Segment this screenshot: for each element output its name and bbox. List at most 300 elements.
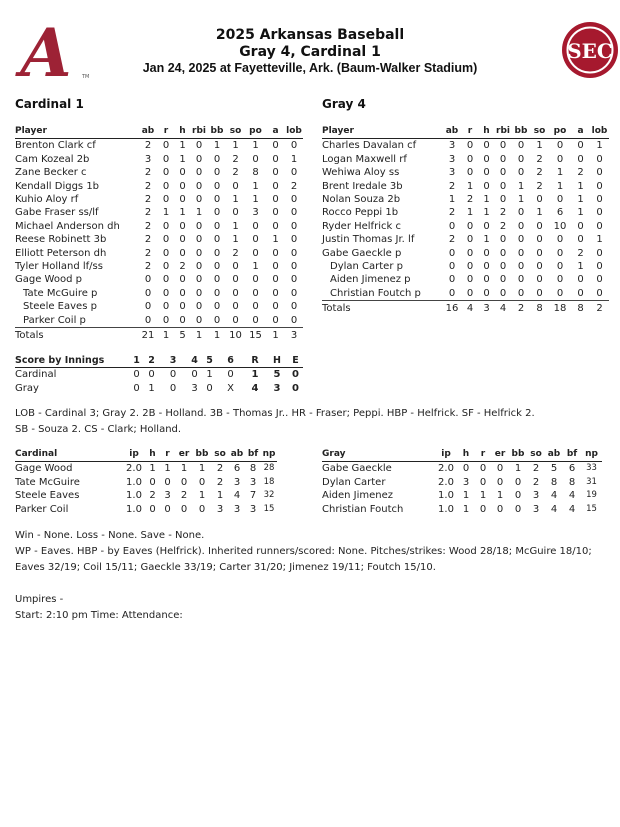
- batter-name: Gabe Gaeckle p: [322, 247, 402, 259]
- batter-so: 0: [530, 287, 549, 301]
- col-header-np: np: [581, 448, 602, 462]
- batter-bb: 0: [213, 153, 221, 165]
- batter-a: 0: [266, 314, 285, 328]
- pitcher-bb: 1: [198, 490, 206, 502]
- batter-a: 0: [272, 301, 279, 313]
- batter-bb: 0: [213, 207, 221, 219]
- batter-h: 0: [179, 234, 186, 246]
- pitcher-bb: 0: [198, 476, 206, 488]
- col-header-bb: bb: [193, 448, 211, 462]
- pitcher-er: 1: [180, 463, 188, 475]
- batter-ab: 1: [448, 194, 456, 206]
- pitcher-r: 0: [164, 503, 171, 515]
- batter-h: 0: [483, 167, 490, 179]
- batter-bb: 0: [213, 220, 221, 232]
- pitcher-so: 2: [216, 463, 224, 475]
- batter-ab: 0: [144, 301, 152, 313]
- batter-r: 0: [162, 153, 170, 165]
- batter-so: 0: [232, 301, 239, 313]
- runs-total: 1: [251, 369, 259, 381]
- batter-ab: 0: [139, 314, 157, 328]
- batter-rbi: 0: [195, 301, 203, 313]
- batter-ab: 0: [448, 220, 456, 232]
- pitcher-np: 15: [586, 503, 597, 514]
- pitcher-bf: 4: [568, 490, 576, 502]
- batter-r: 0: [162, 234, 170, 246]
- pitcher-ab: 8: [550, 476, 558, 488]
- totals-lob: 3: [290, 330, 298, 342]
- batter-bb: 0: [517, 261, 525, 273]
- col-header-ip: ip: [435, 448, 457, 462]
- pitcher-ip: 2.0: [126, 463, 142, 475]
- batter-rbi: 2: [499, 207, 507, 219]
- batter-lob: 0: [290, 234, 298, 246]
- inning-score: 0: [133, 382, 140, 394]
- pitcher-name: Steele Eaves: [15, 490, 80, 502]
- pitcher-ab: 3: [233, 503, 241, 515]
- batter-lob: 0: [596, 153, 603, 165]
- col-header-so: so: [527, 448, 545, 462]
- totals-r: 4: [466, 303, 474, 315]
- batter-bb: 0: [517, 207, 525, 219]
- pitcher-ab: 3: [233, 476, 241, 488]
- batter-row: [322, 153, 609, 166]
- lob-extra-base-line: LOB - Cardinal 3; Gray 2. 2B - Holland. 3B - Thomas Jr.. HR - Fraser; Peppi. HBP - Helfrick. SF - Helfrick 2.: [15, 408, 535, 419]
- batter-so: 1: [536, 207, 543, 219]
- inning-1-header: 1: [129, 354, 144, 368]
- batter-row: [322, 166, 609, 179]
- batter-a: 0: [571, 287, 590, 301]
- batter-ab: 3: [448, 140, 456, 152]
- batter-so: 2: [536, 153, 543, 165]
- batter-a: 2: [577, 247, 584, 259]
- batter-bb: 0: [213, 301, 221, 313]
- batter-bb: 0: [213, 247, 221, 259]
- inning-score: 0: [206, 382, 213, 394]
- batter-row: [322, 273, 609, 286]
- batter-ab: 2: [144, 261, 152, 273]
- col-header-rbi: rbi: [190, 125, 208, 139]
- totals-h: 3: [483, 303, 490, 315]
- batter-rbi: 0: [499, 274, 507, 286]
- batter-so: 2: [232, 167, 239, 179]
- batter-lob: 0: [596, 247, 603, 259]
- col-header-bb: bb: [509, 448, 527, 462]
- batter-bb: 0: [517, 220, 525, 232]
- batter-lob: 0: [290, 261, 298, 273]
- batter-lob: 0: [290, 274, 298, 286]
- totals-po: 18: [553, 303, 567, 315]
- batter-h: 0: [483, 180, 490, 192]
- batter-po: 0: [252, 220, 259, 232]
- batter-bb: 0: [517, 167, 525, 179]
- pitcher-row: [322, 503, 602, 516]
- linescore-row: [15, 368, 303, 382]
- batter-r: 1: [162, 207, 170, 219]
- pitcher-bf: 8: [568, 476, 576, 488]
- batter-lob: 1: [596, 140, 603, 152]
- report-title: 2025 Arkansas Baseball: [215, 27, 405, 43]
- totals-a: 1: [272, 330, 279, 342]
- batter-bb: 1: [517, 180, 525, 192]
- batter-h: 0: [179, 220, 186, 232]
- batter-rbi: 0: [499, 140, 507, 152]
- batter-a: 1: [272, 234, 279, 246]
- batter-row: [322, 233, 609, 246]
- cardinal-batting-header: [15, 125, 303, 139]
- totals-so: 8: [536, 303, 543, 315]
- linescore-row: [15, 382, 303, 395]
- pitcher-ab: 5: [550, 463, 558, 475]
- batter-so: 0: [536, 234, 543, 246]
- batter-r: 0: [162, 194, 170, 206]
- batter-rbi: 0: [499, 180, 507, 192]
- batter-row: [322, 287, 609, 301]
- batter-name: Cam Kozeal 2b: [15, 153, 90, 165]
- pitcher-ip: 1.0: [126, 490, 142, 502]
- batter-lob: 0: [285, 314, 303, 328]
- batter-po: 1: [556, 180, 564, 192]
- col-header-ip: ip: [123, 448, 145, 462]
- gray-pitching-header: [322, 448, 602, 462]
- batter-a: 0: [272, 194, 279, 206]
- pitcher-bb: 0: [514, 476, 522, 488]
- batter-row: [322, 193, 609, 206]
- batter-so: 0: [226, 314, 245, 328]
- away-team-heading: Cardinal 1: [15, 97, 84, 111]
- batter-so: 0: [536, 247, 543, 259]
- batter-name: Tate McGuire p: [23, 287, 98, 299]
- batter-rbi: 0: [195, 180, 203, 192]
- sec-logo-text: SEC: [567, 39, 613, 63]
- col-header-po: po: [245, 125, 266, 139]
- batter-h: 1: [483, 194, 490, 206]
- batter-lob: 0: [290, 220, 298, 232]
- batter-po: 0: [556, 261, 564, 273]
- batter-ab: 0: [144, 287, 152, 299]
- pitcher-so: 3: [532, 503, 540, 515]
- batter-ab: 2: [144, 207, 152, 219]
- batter-bb: 0: [517, 153, 525, 165]
- batter-lob: 0: [290, 207, 298, 219]
- batter-row: [15, 300, 303, 313]
- pitcher-np: 18: [263, 476, 275, 487]
- batter-h: 0: [483, 274, 490, 286]
- batter-ab: 2: [448, 207, 456, 219]
- inning-2-header: 2: [144, 354, 159, 368]
- batter-name: Logan Maxwell rf: [322, 153, 407, 165]
- batter-a: 0: [272, 167, 279, 179]
- batter-h: 1: [483, 207, 490, 219]
- batter-a: 0: [272, 220, 279, 232]
- batter-name: Ryder Helfrick c: [322, 220, 401, 232]
- batter-name: Rocco Peppi 1b: [322, 207, 399, 219]
- batter-rbi: 1: [195, 207, 203, 219]
- batter-r: 1: [466, 207, 474, 219]
- batter-po: 0: [252, 274, 259, 286]
- cardinal-batting-table: [15, 125, 303, 343]
- errors-header: E: [288, 354, 303, 368]
- batter-h: 0: [483, 153, 490, 165]
- batter-rbi: 0: [195, 247, 203, 259]
- batter-so: 0: [536, 274, 543, 286]
- pitcher-row: [15, 476, 277, 489]
- batter-bb: 0: [517, 274, 525, 286]
- batter-bb: 0: [517, 234, 525, 246]
- linescore-header: [15, 354, 303, 368]
- batter-bb: 0: [517, 247, 525, 259]
- batter-rbi: 0: [499, 261, 507, 273]
- batter-so: 0: [232, 287, 239, 299]
- inning-6-header: 6: [217, 354, 244, 368]
- batter-a: 0: [577, 220, 584, 232]
- batter-ab: 0: [448, 247, 456, 259]
- batter-po: 0: [245, 314, 266, 328]
- pitcher-r: 0: [479, 503, 487, 515]
- batter-name: Brent Iredale 3b: [322, 180, 403, 192]
- pitcher-h: 2: [149, 490, 156, 502]
- col-header-bf: bf: [563, 448, 581, 462]
- batter-row: [15, 180, 303, 193]
- pitcher-ab: 4: [550, 503, 558, 515]
- totals-h: 5: [179, 330, 186, 342]
- col-header-ab: ab: [545, 448, 563, 462]
- pitcher-h: 0: [462, 463, 470, 475]
- batter-po: 0: [252, 287, 259, 299]
- col-header-h: h: [175, 125, 190, 139]
- score-by-innings-table: [15, 354, 303, 395]
- batter-lob: 0: [290, 194, 298, 206]
- pitcher-np: 15: [263, 503, 275, 514]
- batter-row: [15, 220, 303, 233]
- batter-h: 0: [179, 194, 186, 206]
- batter-rbi: 0: [190, 314, 208, 328]
- col-header-lob: lob: [285, 125, 303, 139]
- batter-row: [322, 220, 609, 233]
- batter-row: [15, 287, 303, 300]
- batter-row: [15, 139, 303, 153]
- batter-rbi: 0: [195, 140, 203, 152]
- batter-ab: 2: [448, 180, 456, 192]
- batter-lob: 0: [596, 220, 603, 232]
- batter-ab: 2: [144, 220, 152, 232]
- inning-score: 0: [227, 369, 234, 381]
- pitcher-bb: 0: [514, 503, 522, 515]
- pitcher-np: 32: [263, 490, 275, 501]
- batter-rbi: 0: [494, 287, 512, 301]
- start-time-line: Start: 2:10 pm Time: Attendance:: [15, 610, 183, 621]
- batter-row: [15, 193, 303, 206]
- batter-name: Charles Davalan cf: [322, 140, 417, 152]
- batter-h: 0: [483, 247, 490, 259]
- batter-po: 10: [553, 220, 567, 232]
- col-header-ab: ab: [139, 125, 157, 139]
- batter-lob: 2: [290, 180, 298, 192]
- pitcher-name: Parker Coil: [15, 503, 69, 515]
- col-header-r: r: [157, 125, 175, 139]
- batter-so: 0: [536, 194, 543, 206]
- batter-ab: 2: [144, 194, 152, 206]
- batter-rbi: 0: [195, 261, 203, 273]
- pitcher-ip: 1.0: [438, 503, 454, 515]
- batter-name: Elliott Peterson dh: [15, 247, 107, 259]
- batter-name: Justin Thomas Jr. lf: [322, 234, 415, 246]
- batter-row: [15, 166, 303, 179]
- batter-rbi: 0: [195, 234, 203, 246]
- batter-row: [322, 206, 609, 219]
- linescore-label: Score by Innings: [15, 354, 129, 368]
- cardinal-pitching-table: [15, 448, 277, 516]
- wild-pitch-line-2: Eaves 32/19; Coil 15/11; Gaeckle 33/19; Carter 31/20; Jimenez 19/11; Foutch 15/10.: [15, 562, 436, 573]
- batter-po: 6: [556, 207, 564, 219]
- col-header-bb: bb: [512, 125, 530, 139]
- totals-label: Totals: [15, 330, 44, 342]
- pitcher-np: 31: [586, 476, 597, 487]
- batter-row: [15, 260, 303, 273]
- pitcher-name: Dylan Carter: [322, 476, 386, 488]
- batter-ab: 3: [144, 153, 152, 165]
- game-notes: [15, 406, 610, 438]
- pitcher-ip: 1.0: [438, 490, 454, 502]
- linescore-team: Gray: [15, 382, 39, 394]
- pitcher-so: 2: [216, 476, 224, 488]
- totals-bb: 2: [517, 303, 525, 315]
- pitcher-bb: 1: [198, 463, 206, 475]
- batter-h: 1: [179, 207, 186, 219]
- batter-h: 2: [179, 261, 186, 273]
- col-header-r: r: [475, 448, 491, 462]
- batter-r: 0: [461, 287, 479, 301]
- inning-score: 0: [191, 369, 198, 381]
- pitcher-so: 2: [532, 476, 540, 488]
- batter-r: 0: [162, 301, 170, 313]
- batter-h: 1: [179, 140, 186, 152]
- totals-po: 15: [249, 330, 262, 342]
- batter-rbi: 0: [195, 194, 203, 206]
- batter-po: 8: [252, 167, 259, 179]
- batting-totals-row: [15, 328, 303, 343]
- batter-so: 0: [232, 180, 239, 192]
- batter-po: 0: [556, 153, 564, 165]
- batter-po: 1: [252, 180, 259, 192]
- inning-score: X: [227, 382, 234, 394]
- pitcher-row: [322, 476, 602, 489]
- batter-so: 0: [536, 261, 543, 273]
- pitcher-bf: 3: [249, 503, 257, 515]
- col-header-r: r: [160, 448, 175, 462]
- batter-so: 1: [232, 220, 239, 232]
- batter-po: 1: [252, 140, 259, 152]
- pitcher-h: 0: [149, 476, 156, 488]
- game-date-location: Jan 24, 2025 at Fayetteville, Ark. (Baum-Walker Stadium): [142, 61, 478, 75]
- inning-score: 0: [148, 369, 155, 381]
- batter-name: Steele Eaves p: [23, 301, 97, 313]
- totals-rbi: 4: [499, 303, 507, 315]
- batter-r: 0: [162, 287, 170, 299]
- col-header-er: er: [175, 448, 193, 462]
- batter-name: Reese Robinett 3b: [15, 234, 107, 246]
- pitcher-h: 1: [462, 503, 470, 515]
- batter-a: 0: [577, 274, 584, 286]
- col-header-po: po: [549, 125, 571, 139]
- batter-rbi: 0: [499, 194, 507, 206]
- pitcher-name: Gage Wood: [15, 463, 73, 475]
- pitcher-np: 19: [586, 490, 597, 501]
- pitcher-r: 1: [164, 463, 171, 475]
- inning-5-header: 5: [202, 354, 217, 368]
- col-header-player: Player: [322, 125, 443, 139]
- batter-name: Parker Coil p: [15, 314, 139, 328]
- pitcher-h: 3: [462, 476, 470, 488]
- batter-po: 0: [252, 234, 259, 246]
- pitcher-row: [322, 462, 602, 476]
- batter-row: [322, 260, 609, 273]
- pitcher-row: [15, 503, 277, 516]
- batter-ab: 2: [144, 180, 152, 192]
- batter-so: 0: [232, 207, 239, 219]
- batter-a: 0: [272, 274, 279, 286]
- logo-letter: A: [20, 18, 72, 84]
- batter-r: 1: [466, 180, 474, 192]
- batter-r: 0: [162, 274, 170, 286]
- pitcher-h: 1: [462, 490, 470, 502]
- pitcher-bf: 4: [568, 503, 576, 515]
- batter-r: 0: [466, 274, 474, 286]
- batter-h: 0: [483, 220, 490, 232]
- batter-r: 0: [466, 167, 474, 179]
- wild-pitch-line-1: WP - Eaves. HBP - by Eaves (Helfrick). Inherited runners/scored: None. Pitches/strikes: Wood 28/18; McGuire 18/10;: [15, 546, 592, 557]
- batter-so: 1: [536, 140, 543, 152]
- batter-r: 2: [466, 194, 474, 206]
- col-header-a: a: [266, 125, 285, 139]
- batter-row: [15, 247, 303, 260]
- batter-h: 0: [179, 301, 186, 313]
- hits-total: 5: [273, 369, 281, 381]
- inning-3-header: 3: [159, 354, 187, 368]
- pitcher-r: 0: [479, 476, 487, 488]
- logo-trademark: TM: [82, 74, 90, 80]
- totals-a: 8: [577, 303, 584, 315]
- batter-ab: 0: [443, 287, 461, 301]
- pitcher-name: Tate McGuire: [15, 476, 80, 488]
- batter-h: 0: [179, 180, 186, 192]
- pitcher-so: 2: [532, 463, 540, 475]
- batter-so: 1: [232, 140, 239, 152]
- batter-row: [15, 206, 303, 219]
- pitcher-er: 0: [496, 503, 504, 515]
- batter-r: 0: [466, 234, 474, 246]
- batter-h: 0: [175, 314, 190, 328]
- batter-rbi: 0: [195, 220, 203, 232]
- runs-header: R: [244, 354, 266, 368]
- inning-score: 1: [148, 382, 155, 394]
- batter-row: [322, 247, 609, 260]
- home-team-heading: Gray 4: [322, 97, 366, 111]
- batter-lob: 0: [590, 287, 609, 301]
- batter-po: 0: [252, 247, 259, 259]
- batter-rbi: 0: [195, 153, 203, 165]
- inning-4-header: 4: [187, 354, 202, 368]
- batter-bb: 0: [213, 180, 221, 192]
- batting-totals-row: [322, 301, 609, 316]
- batter-r: 0: [162, 167, 170, 179]
- pitcher-ip: 2.0: [438, 463, 454, 475]
- batter-row: [322, 139, 609, 153]
- pitcher-name: Gabe Gaeckle: [322, 463, 392, 475]
- col-header-ab: ab: [443, 125, 461, 139]
- pitcher-h: 0: [149, 503, 156, 515]
- game-footer: [15, 528, 610, 624]
